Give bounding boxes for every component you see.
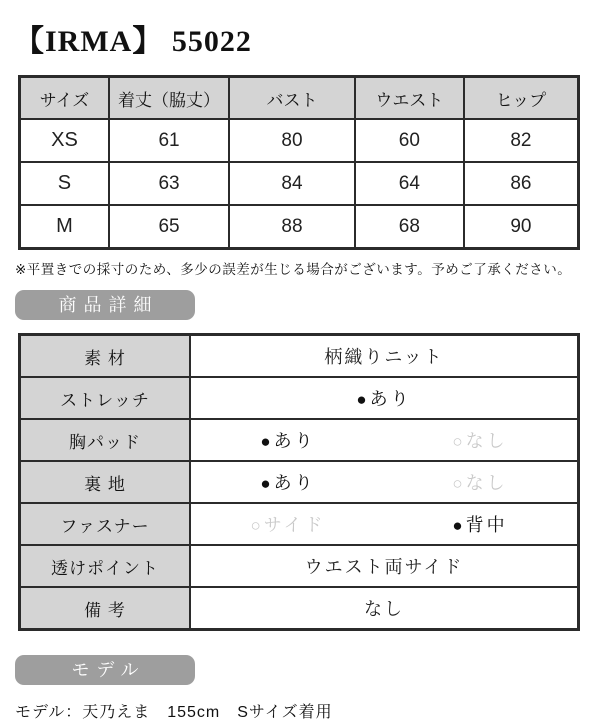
filled-circle-icon: ● — [356, 390, 367, 409]
detail-row-sheer-point — [20, 545, 579, 587]
hip-cell: 90 — [464, 205, 579, 249]
bust-cell: 84 — [229, 162, 355, 205]
size-table-header-size: サイズ — [20, 77, 109, 120]
empty-circle-icon: ○ — [452, 474, 463, 493]
bust-cell: 88 — [229, 205, 355, 249]
detail-label: 素 材 — [20, 335, 191, 378]
empty-circle-icon: ○ — [452, 432, 463, 451]
detail-label: 備 考 — [20, 587, 191, 630]
option-label: なし — [465, 473, 508, 493]
waist-cell: 64 — [355, 162, 464, 205]
detail-value: 柄織りニット — [190, 335, 579, 378]
option-lining-yes — [192, 469, 384, 495]
detail-value: なし — [190, 587, 579, 630]
detail-row-stretch — [20, 377, 579, 419]
size-cell: S — [20, 162, 109, 205]
detail-row-lining — [20, 461, 579, 503]
size-table-header-waist: ウエスト — [355, 77, 464, 120]
detail-label: 透けポイント — [20, 545, 191, 587]
size-table-header-row — [20, 77, 579, 120]
detail-row-chest-pad — [20, 419, 579, 461]
filled-circle-icon: ● — [260, 474, 271, 493]
detail-label: ファスナー — [20, 503, 191, 545]
measurement-note: ※平置きでの採寸のため、多少の誤差が生じる場合がございます。予めご了承ください。 — [15, 262, 572, 277]
option-label: サイド — [263, 515, 326, 535]
length-cell: 61 — [109, 119, 229, 162]
detail-row-material — [20, 335, 579, 378]
waist-cell: 60 — [355, 119, 464, 162]
size-cell: XS — [20, 119, 109, 162]
length-cell: 63 — [109, 162, 229, 205]
option-chest-pad-yes — [192, 427, 384, 453]
filled-circle-icon: ● — [452, 516, 463, 535]
product-title: 【IRMA】 55022 — [14, 25, 252, 58]
size-table-row-s — [20, 162, 579, 205]
size-table-row-xs — [20, 119, 579, 162]
empty-circle-icon: ○ — [250, 516, 261, 535]
filled-circle-icon: ● — [260, 432, 271, 451]
size-table-header-hip: ヒップ — [464, 77, 579, 120]
detail-label: 裏 地 — [20, 461, 191, 503]
hip-cell: 86 — [464, 162, 579, 205]
detail-row-fastener — [20, 503, 579, 545]
option-label: あり — [369, 389, 412, 409]
option-stretch-yes — [356, 389, 411, 409]
option-chest-pad-no — [384, 427, 576, 453]
size-table — [18, 75, 580, 250]
model-info: モデル：天乃えま 155cm Sサイズ着用 — [15, 704, 333, 721]
option-label: 背中 — [465, 515, 508, 535]
option-fastener-back — [384, 511, 576, 537]
product-details-table — [18, 333, 580, 631]
section-badge-model: モデル — [15, 655, 195, 685]
bust-cell: 80 — [229, 119, 355, 162]
size-cell: M — [20, 205, 109, 249]
option-fastener-side — [192, 511, 384, 537]
detail-row-remarks — [20, 587, 579, 630]
detail-value: ウエスト両サイド — [190, 545, 579, 587]
detail-label: ストレッチ — [20, 377, 191, 419]
option-lining-no — [384, 469, 576, 495]
option-label: なし — [465, 431, 508, 451]
hip-cell: 82 — [464, 119, 579, 162]
length-cell: 65 — [109, 205, 229, 249]
section-badge-product-details: 商品詳細 — [15, 290, 195, 320]
option-label: あり — [273, 473, 316, 493]
waist-cell: 68 — [355, 205, 464, 249]
size-table-header-length: 着丈（脇丈） — [109, 77, 229, 120]
size-table-header-bust: バスト — [229, 77, 355, 120]
option-label: あり — [273, 431, 316, 451]
size-table-row-m — [20, 205, 579, 249]
detail-label: 胸パッド — [20, 419, 191, 461]
